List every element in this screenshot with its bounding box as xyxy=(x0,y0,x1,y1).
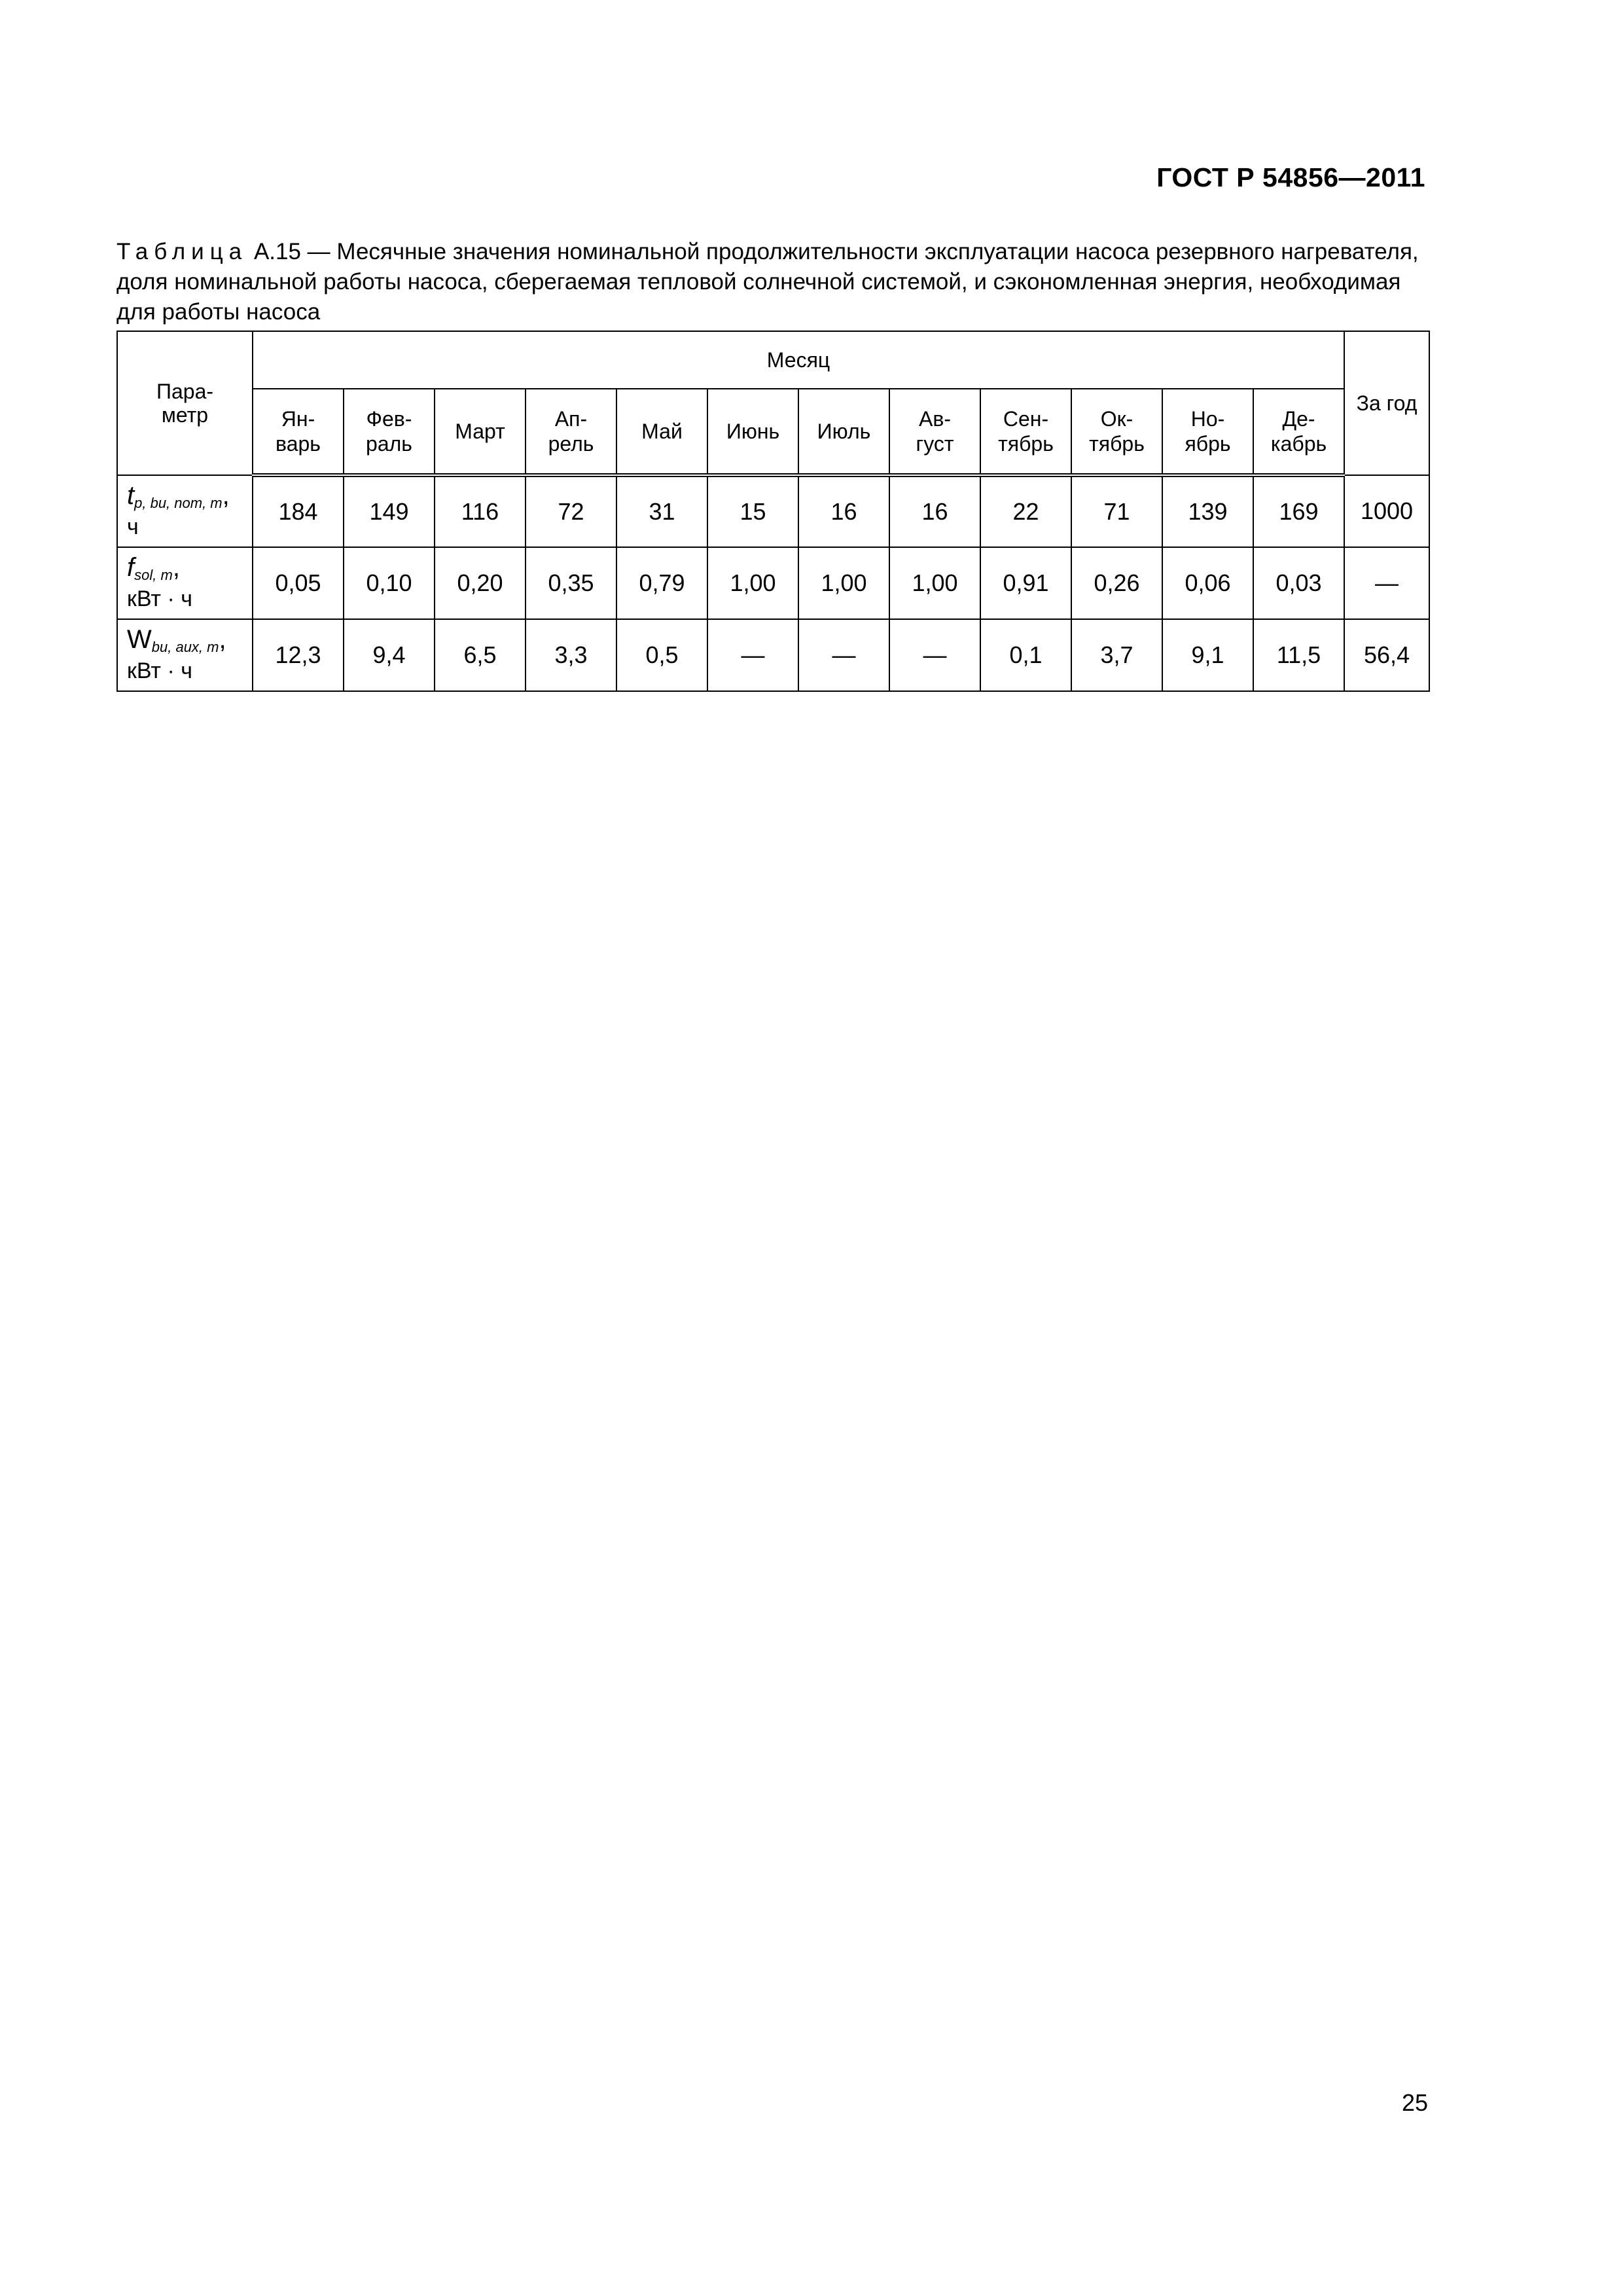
year-header: За год xyxy=(1344,331,1429,475)
value-cell: 9,1 xyxy=(1162,619,1253,691)
value-cell: 11,5 xyxy=(1253,619,1344,691)
parameter-cell xyxy=(117,619,253,691)
value-cell: 12,3 xyxy=(253,619,344,691)
value-cell: 169 xyxy=(1253,475,1344,547)
months-header-row xyxy=(117,389,1429,475)
month-header: Сен- тябрь xyxy=(980,389,1071,475)
value-cell: 3,7 xyxy=(1071,619,1162,691)
value-cell: 0,5 xyxy=(616,619,707,691)
value-cell: 31 xyxy=(616,475,707,547)
parameter-symbol xyxy=(127,625,252,659)
value-cell: — xyxy=(707,619,798,691)
value-cell: 0,79 xyxy=(616,547,707,619)
parameter-symbol xyxy=(127,481,252,515)
parameter-symbol-base: W xyxy=(127,625,152,654)
value-cell: 1,00 xyxy=(798,547,889,619)
value-cell: 72 xyxy=(526,475,616,547)
month-header: Май xyxy=(616,389,707,475)
parameter-symbol-suffix: , xyxy=(222,481,230,510)
standard-code: ГОСТ Р 54856—2011 xyxy=(1156,162,1425,192)
month-header: Март xyxy=(435,389,526,475)
value-cell: 22 xyxy=(980,475,1071,547)
value-cell: 9,4 xyxy=(344,619,435,691)
value-cell: 16 xyxy=(889,475,980,547)
table-row xyxy=(117,619,1429,691)
month-header: Июль xyxy=(798,389,889,475)
month-header: Ап- рель xyxy=(526,389,616,475)
parameter-symbol-suffix: , xyxy=(219,625,226,654)
month-header: Ок- тябрь xyxy=(1071,389,1162,475)
month-header: Ав- густ xyxy=(889,389,980,475)
parameter-subscript: p, bu, nom, m xyxy=(134,495,223,511)
value-cell: 0,35 xyxy=(526,547,616,619)
value-cell: 0,91 xyxy=(980,547,1071,619)
value-cell: 116 xyxy=(435,475,526,547)
year-total-cell: 1000 xyxy=(1344,475,1429,547)
caption-text: А.15 — Месячные значения номинальной продолжительности эксплуатации насоса резервного нагревателя, доля номинальной работы насоса, сберегаемая тепловой солнечной системой, и сэкономленная энергия, необходимая для работы насоса xyxy=(116,239,1419,325)
value-cell: 184 xyxy=(253,475,344,547)
value-cell: — xyxy=(889,619,980,691)
value-cell: — xyxy=(798,619,889,691)
value-cell: 71 xyxy=(1071,475,1162,547)
parameter-unit: кВт · ч xyxy=(127,658,192,683)
value-cell: 0,1 xyxy=(980,619,1071,691)
parameter-unit: кВт · ч xyxy=(127,586,192,611)
parameter-symbol-suffix: , xyxy=(172,553,180,582)
value-cell: 139 xyxy=(1162,475,1253,547)
value-cell: 0,20 xyxy=(435,547,526,619)
month-group-header: Месяц xyxy=(253,331,1344,389)
value-cell: 1,00 xyxy=(889,547,980,619)
parameter-unit: ч xyxy=(127,514,139,539)
parameter-subscript: sol, m xyxy=(134,567,173,583)
page-number: 25 xyxy=(1401,2089,1428,2116)
value-cell: 0,26 xyxy=(1071,547,1162,619)
parameter-symbol xyxy=(127,553,252,587)
data-table xyxy=(116,331,1430,692)
month-header: Но- ябрь xyxy=(1162,389,1253,475)
value-cell: 0,10 xyxy=(344,547,435,619)
value-cell: 149 xyxy=(344,475,435,547)
month-header: Ян- варь xyxy=(253,389,344,475)
parameter-symbol-base: f xyxy=(127,553,135,582)
value-cell: 6,5 xyxy=(435,619,526,691)
month-header: Де- кабрь xyxy=(1253,389,1344,475)
year-total-cell: 56,4 xyxy=(1344,619,1429,691)
value-cell: 0,06 xyxy=(1162,547,1253,619)
caption-prefix: Таблица xyxy=(116,239,248,264)
parameter-cell xyxy=(117,475,253,547)
table-row xyxy=(117,547,1429,619)
value-cell: 3,3 xyxy=(526,619,616,691)
value-cell: 1,00 xyxy=(707,547,798,619)
param-header: Пара- метр xyxy=(117,331,253,475)
value-cell: 16 xyxy=(798,475,889,547)
table-caption xyxy=(116,237,1432,327)
month-header: Фев- раль xyxy=(344,389,435,475)
year-total-cell: — xyxy=(1344,547,1429,619)
parameter-symbol-base: t xyxy=(127,481,135,510)
parameter-cell xyxy=(117,547,253,619)
value-cell: 15 xyxy=(707,475,798,547)
month-header: Июнь xyxy=(707,389,798,475)
value-cell: 0,05 xyxy=(253,547,344,619)
table-row xyxy=(117,475,1429,547)
value-cell: 0,03 xyxy=(1253,547,1344,619)
parameter-subscript: bu, aux, m xyxy=(151,639,219,655)
